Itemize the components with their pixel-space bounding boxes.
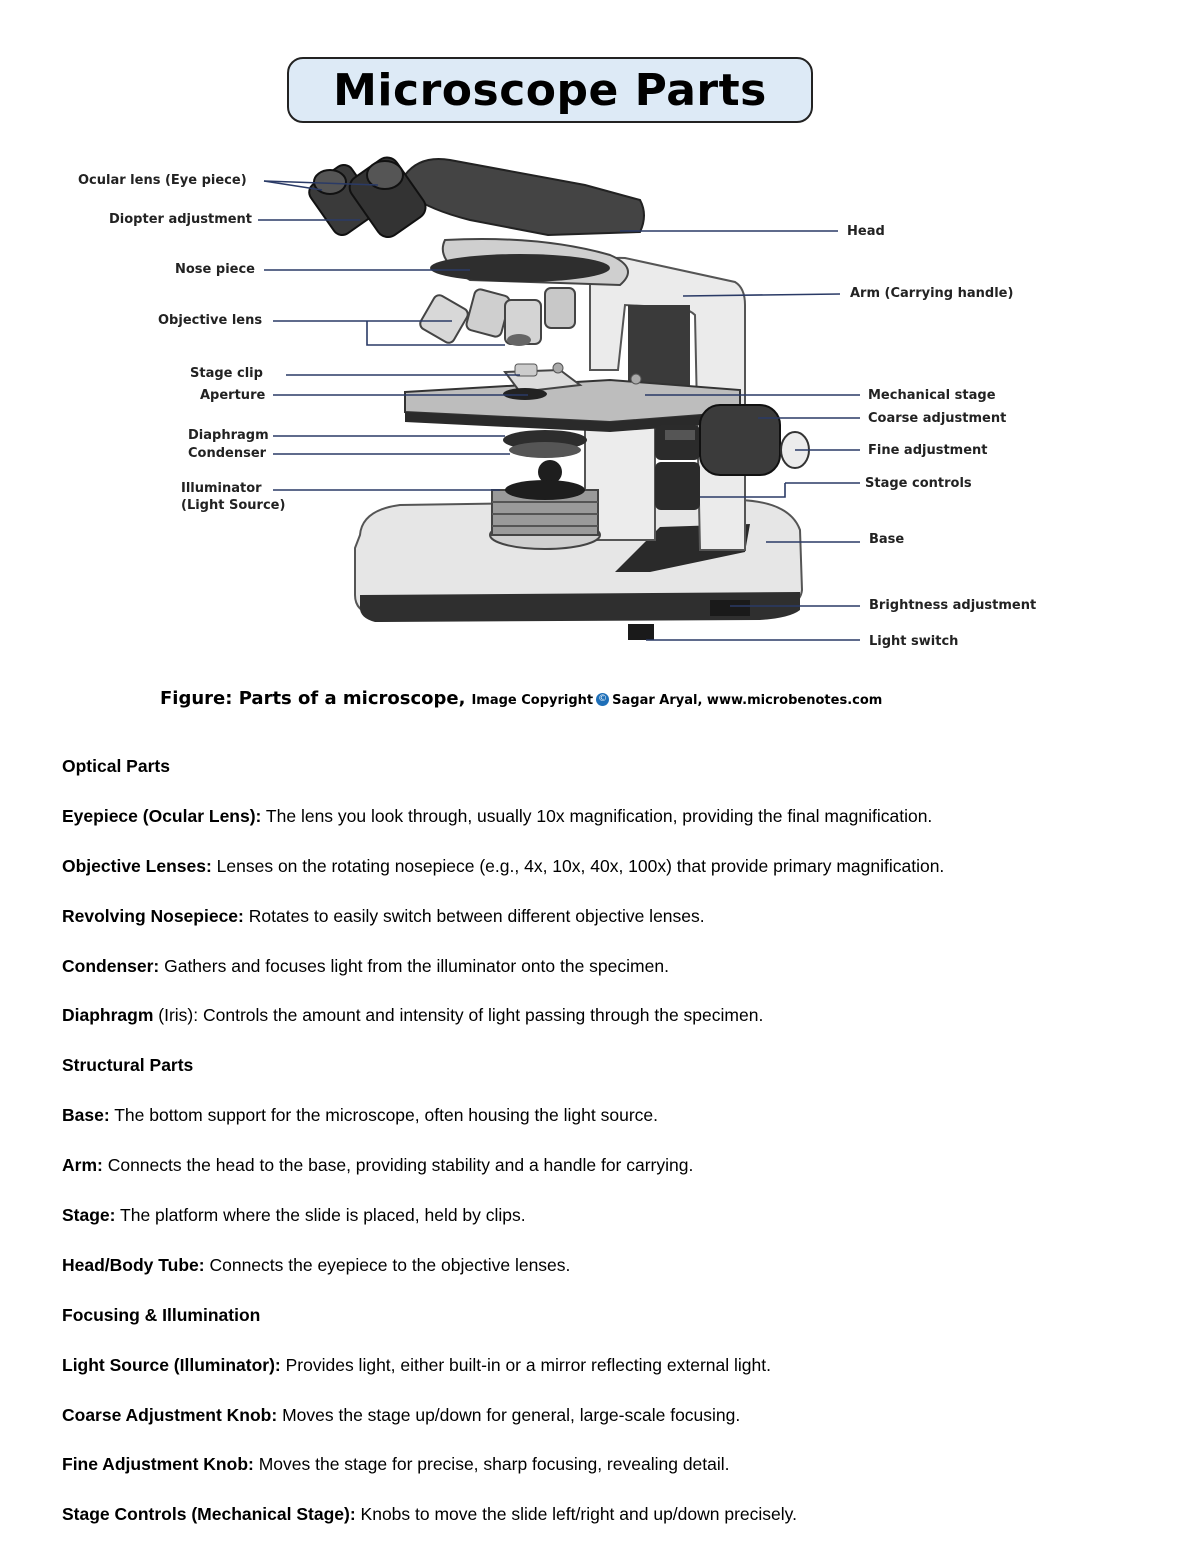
label-head: Head xyxy=(847,224,885,239)
list-item xyxy=(62,952,1162,1002)
list-item xyxy=(62,1151,1162,1201)
description: (Iris): Controls the amount and intensity of light passing through the specimen. xyxy=(153,1005,764,1026)
section-heading-focusing: Focusing & Illumination xyxy=(62,1304,261,1325)
label-condenser: Condenser xyxy=(188,446,267,461)
label-arm: Arm (Carrying handle) xyxy=(850,286,1014,301)
label-coarse-adjustment: Coarse adjustment xyxy=(868,411,1007,426)
label-brightness-adjustment: Brightness adjustment xyxy=(869,598,1037,613)
label-aperture: Aperture xyxy=(200,388,266,403)
label-nose-piece: Nose piece xyxy=(175,262,255,277)
term: Revolving Nosepiece: xyxy=(62,905,244,926)
term: Stage: xyxy=(62,1205,116,1226)
text-content xyxy=(62,752,1162,1550)
figure-caption xyxy=(160,688,882,709)
description: The lens you look through, usually 10x magnification, providing the final magnification. xyxy=(261,805,933,826)
list-item xyxy=(62,902,1162,952)
condenser-shape xyxy=(503,430,587,484)
label-light-source: (Light Source) xyxy=(181,498,286,513)
description: Rotates to easily switch between different objective lenses. xyxy=(243,905,705,926)
list-item xyxy=(62,1251,1162,1301)
term: Base: xyxy=(62,1105,110,1126)
label-fine-adjustment: Fine adjustment xyxy=(868,443,988,458)
term: Diaphragm xyxy=(62,1005,154,1026)
list-item xyxy=(62,1101,1162,1151)
label-illuminator: Illuminator xyxy=(181,481,262,496)
term: Head/Body Tube: xyxy=(62,1254,205,1275)
list-item xyxy=(62,852,1162,902)
term: Light Source (Illuminator): xyxy=(62,1354,281,1375)
label-stage-clip: Stage clip xyxy=(190,366,263,381)
description: Moves the stage up/down for general, large-scale focusing. xyxy=(277,1404,741,1425)
term: Arm: xyxy=(62,1155,103,1176)
caption-main: Figure: Parts of a microscope, xyxy=(160,688,466,709)
list-item xyxy=(62,1201,1162,1251)
section-heading-structural: Structural Parts xyxy=(62,1055,194,1076)
copyright-icon: © xyxy=(598,694,608,704)
term: Stage Controls (Mechanical Stage): xyxy=(62,1504,356,1525)
list-item xyxy=(62,1450,1162,1500)
term: Condenser: xyxy=(62,955,160,976)
microscope-figure xyxy=(0,140,1200,680)
label-light-switch: Light switch xyxy=(869,634,959,649)
eyepieces-shape xyxy=(305,153,430,242)
description: Connects the eyepiece to the objective lenses. xyxy=(204,1254,571,1275)
term: Coarse Adjustment Knob: xyxy=(62,1404,278,1425)
caption-author: Sagar Aryal, www.microbenotes.com xyxy=(612,693,883,708)
label-stage-controls: Stage controls xyxy=(865,476,972,491)
list-item xyxy=(62,1351,1162,1401)
list-item xyxy=(62,1500,1162,1550)
term: Objective Lenses: xyxy=(62,855,212,876)
list-item xyxy=(62,802,1162,852)
title-banner xyxy=(287,57,813,123)
section-heading-optical: Optical Parts xyxy=(62,756,170,776)
description: The platform where the slide is placed, held by clips. xyxy=(115,1205,526,1226)
page-title: Microscope Parts xyxy=(333,64,767,116)
label-ocular-lens: Ocular lens (Eye piece) xyxy=(78,173,247,188)
description: Gathers and focuses light from the illuminator onto the specimen. xyxy=(159,955,669,976)
description: Lenses on the rotating nosepiece (e.g., 4x, 10x, 40x, 100x) that provide primary magnification. xyxy=(211,855,945,876)
label-diopter-adjustment: Diopter adjustment xyxy=(109,212,253,227)
list-item xyxy=(62,1001,1162,1051)
illuminator-shape xyxy=(490,480,600,549)
description: Provides light, either built-in or a mirror reflecting external light. xyxy=(280,1354,771,1375)
label-objective-lens: Objective lens xyxy=(158,313,263,328)
objectives-shape xyxy=(418,288,575,346)
description: Knobs to move the slide left/right and up/down precisely. xyxy=(355,1504,797,1525)
label-base: Base xyxy=(869,532,905,547)
list-item xyxy=(62,1401,1162,1451)
description: Moves the stage for precise, sharp focusing, revealing detail. xyxy=(253,1454,730,1475)
term: Eyepiece (Ocular Lens): xyxy=(62,805,262,826)
term: Fine Adjustment Knob: xyxy=(62,1454,254,1475)
description: Connects the head to the base, providing stability and a handle for carrying. xyxy=(102,1155,694,1176)
head-shape xyxy=(405,159,644,285)
caption-copyright: Image Copyright xyxy=(471,693,594,708)
label-diaphragm: Diaphragm xyxy=(188,428,269,443)
label-mechanical-stage: Mechanical stage xyxy=(868,388,996,403)
description: The bottom support for the microscope, often housing the light source. xyxy=(109,1105,658,1126)
